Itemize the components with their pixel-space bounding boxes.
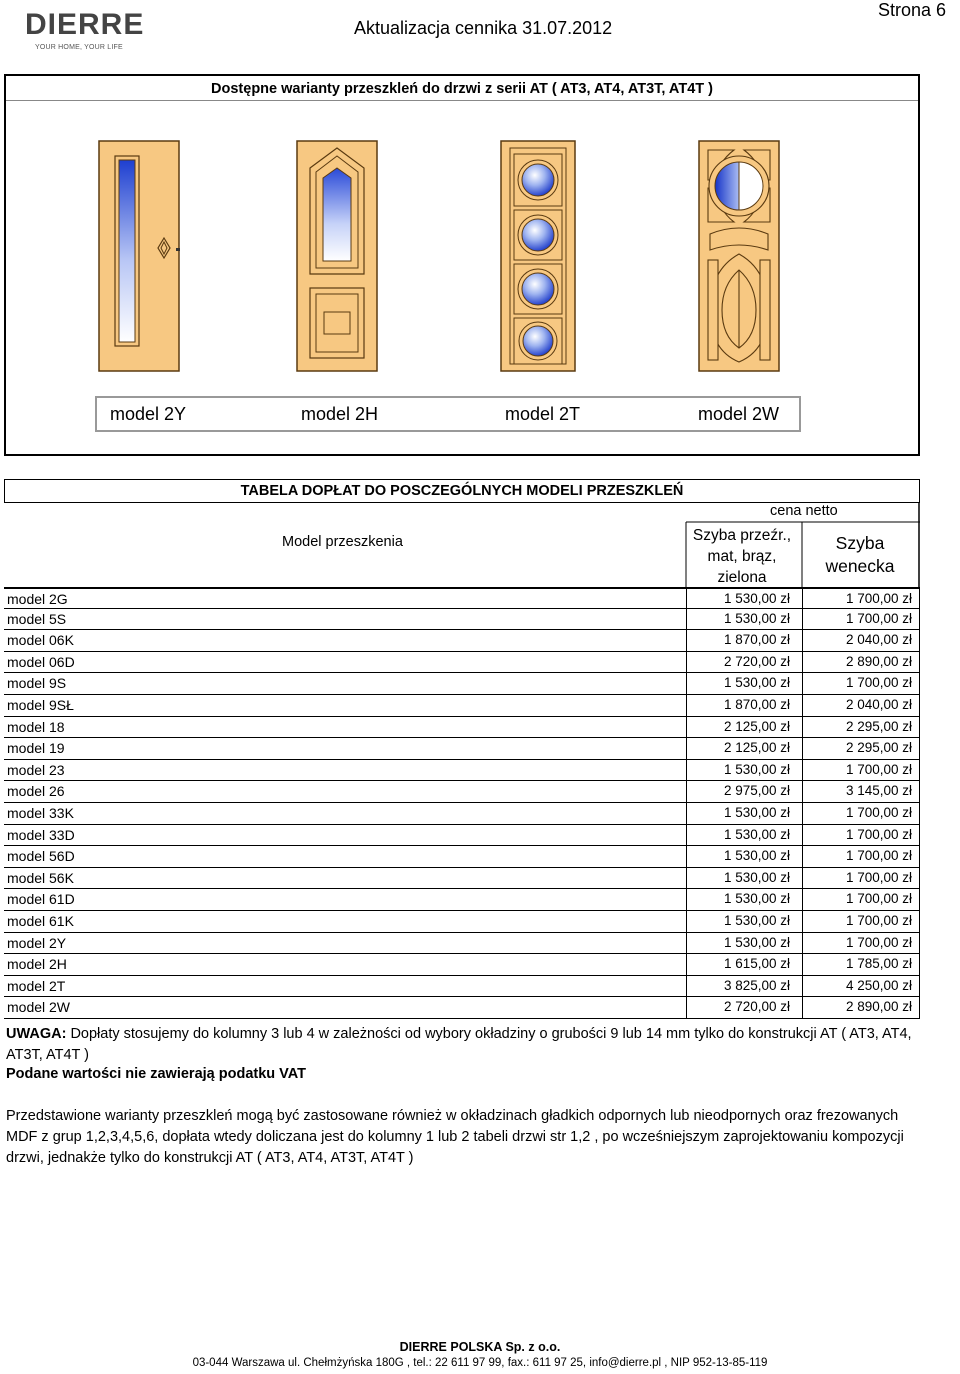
- cell-price-clear: 2 125,00 zł: [723, 740, 790, 756]
- cell-price-clear: 3 825,00 zł: [723, 977, 790, 993]
- column-divider: [802, 825, 803, 846]
- cell-model: model 61D: [7, 891, 75, 908]
- footer-company: DIERRE POLSKA Sp. z o.o.: [399, 1340, 561, 1354]
- table-row: [4, 846, 920, 868]
- column-divider: [686, 609, 687, 630]
- column-divider: [802, 609, 803, 630]
- column-divider: [802, 717, 803, 738]
- column-divider: [919, 911, 920, 932]
- column-header-model: Model przeszkenia: [282, 534, 403, 550]
- logo-word: DIERRE: [25, 8, 145, 41]
- column-divider: [919, 760, 920, 781]
- door-illustration-2t: [500, 140, 576, 372]
- cell-price-clear: 1 870,00 zł: [723, 632, 790, 648]
- column-divider: [686, 868, 687, 889]
- column-divider: [686, 889, 687, 910]
- table-row: [4, 673, 920, 695]
- column-divider: [686, 760, 687, 781]
- cell-model: model 2T: [7, 977, 66, 994]
- cell-model: model 61K: [7, 912, 74, 929]
- table-row: [4, 825, 920, 847]
- column-divider: [686, 717, 687, 738]
- column-divider: [919, 695, 920, 716]
- table-row: [4, 587, 920, 609]
- uwaga-note: [6, 1024, 916, 1066]
- column-divider: [919, 846, 920, 867]
- price-group-header: cena netto: [770, 503, 838, 519]
- column-divider: [686, 997, 687, 1018]
- column-divider: [802, 976, 803, 997]
- column-divider: [919, 781, 920, 802]
- column-divider: [686, 589, 687, 608]
- cell-price-clear: 1 530,00 zł: [723, 610, 790, 626]
- cell-price-venetian: 1 700,00 zł: [845, 675, 912, 691]
- door-illustration-2y: [98, 140, 180, 372]
- column-divider: [802, 846, 803, 867]
- uwaga-text: Dopłaty stosujemy do kolumny 3 lub 4 w zależności od wybory okładziny o grubości 9 lub 14 mm tylko do konstrukcji AT ( AT3, AT4, AT3T, AT4T ): [6, 1026, 912, 1063]
- cell-model: model 9S: [7, 675, 67, 692]
- model-captions: [95, 396, 801, 432]
- cell-model: model 33D: [7, 826, 75, 843]
- cell-price-clear: 1 530,00 zł: [723, 934, 790, 950]
- column-divider: [686, 803, 687, 824]
- cell-price-clear: 1 530,00 zł: [723, 891, 790, 907]
- table-row: [4, 738, 920, 760]
- column-divider: [686, 846, 687, 867]
- cell-model: model 18: [7, 718, 65, 735]
- cell-model: model 2G: [7, 591, 68, 607]
- cell-price-clear: 1 530,00 zł: [723, 848, 790, 864]
- uwaga-label: UWAGA:: [6, 1026, 67, 1042]
- column-divider: [802, 954, 803, 975]
- column-divider: [802, 868, 803, 889]
- column-divider: [686, 630, 687, 651]
- column-divider: [919, 889, 920, 910]
- column-divider: [802, 589, 803, 608]
- cell-price-venetian: 1 700,00 zł: [845, 912, 912, 928]
- column-divider: [919, 954, 920, 975]
- column-divider: [802, 933, 803, 954]
- table-title: TABELA DOPŁAT DO POSCZEGÓLNYCH MODELI PRZESZKLEŃ: [4, 479, 920, 503]
- cell-model: model 19: [7, 740, 65, 757]
- cell-price-venetian: 3 145,00 zł: [845, 783, 912, 799]
- column-divider: [802, 803, 803, 824]
- table-row: [4, 997, 920, 1019]
- cell-price-venetian: 2 040,00 zł: [845, 632, 912, 648]
- caption-model-2h: model 2H: [301, 404, 379, 424]
- column-divider: [686, 652, 687, 673]
- glazing-variants-panel: [4, 74, 920, 456]
- cell-price-venetian: 2 040,00 zł: [845, 696, 912, 712]
- cell-price-clear: 1 530,00 zł: [723, 591, 790, 606]
- cell-price-clear: 1 530,00 zł: [723, 761, 790, 777]
- caption-model-2w: model 2W: [698, 404, 780, 424]
- cell-price-venetian: 1 700,00 zł: [845, 848, 912, 864]
- table-row: [4, 868, 920, 890]
- column-divider: [919, 868, 920, 889]
- column-header-venetian-glass: Szyba wenecka: [825, 533, 895, 576]
- cell-model: model 2W: [7, 999, 71, 1016]
- cell-model: model 56D: [7, 848, 75, 865]
- page-number: Strona 6: [877, 0, 946, 20]
- door-illustration-2w: [698, 140, 780, 372]
- column-divider: [919, 589, 920, 608]
- table-row: [4, 695, 920, 717]
- cell-price-venetian: 2 295,00 zł: [845, 718, 912, 734]
- column-divider: [919, 652, 920, 673]
- cell-price-clear: 1 615,00 zł: [723, 956, 790, 972]
- column-divider: [686, 695, 687, 716]
- caption-model-2t: model 2T: [505, 404, 581, 424]
- cell-price-venetian: 1 700,00 zł: [845, 804, 912, 820]
- table-row: [4, 933, 920, 955]
- footer-address: 03-044 Warszawa ul. Chełmżyńska 180G , tel.: 22 611 97 99, fax.: 611 97 25, info@dierre.pl , NIP 952-13-85-119: [192, 1357, 768, 1369]
- cell-price-venetian: 2 890,00 zł: [845, 653, 912, 669]
- column-divider: [686, 911, 687, 932]
- column-divider: [686, 825, 687, 846]
- cell-price-venetian: 1 700,00 zł: [845, 891, 912, 907]
- cell-price-venetian: 4 250,00 zł: [845, 977, 912, 993]
- column-divider: [802, 652, 803, 673]
- column-divider: [686, 933, 687, 954]
- column-divider: [802, 695, 803, 716]
- dierre-logo: [25, 8, 145, 58]
- vat-note: Podane wartości nie zawierają podatku VAT: [6, 1066, 307, 1082]
- cell-price-venetian: 1 700,00 zł: [845, 610, 912, 626]
- cell-price-venetian: 1 700,00 zł: [845, 826, 912, 842]
- column-divider: [686, 976, 687, 997]
- column-divider: [919, 825, 920, 846]
- column-divider: [919, 997, 920, 1018]
- column-divider: [919, 673, 920, 694]
- table-row: [4, 976, 920, 998]
- cell-price-clear: 1 870,00 zł: [723, 696, 790, 712]
- column-divider: [802, 760, 803, 781]
- table-row: [4, 717, 920, 739]
- table-row: [4, 911, 920, 933]
- caption-model-2y: model 2Y: [110, 404, 187, 424]
- column-divider: [802, 889, 803, 910]
- cell-price-clear: 2 125,00 zł: [723, 718, 790, 734]
- column-divider: [919, 976, 920, 997]
- column-divider: [802, 630, 803, 651]
- column-divider: [802, 738, 803, 759]
- logo-tagline: YOUR HOME, YOUR LIFE: [35, 44, 123, 51]
- table-row: [4, 760, 920, 782]
- table-row: [4, 803, 920, 825]
- column-divider: [802, 673, 803, 694]
- cell-model: model 06K: [7, 632, 74, 649]
- column-divider: [686, 738, 687, 759]
- column-divider: [686, 781, 687, 802]
- info-paragraph: Przedstawione warianty przeszkleń mogą być zastosowane również w okładzinach gładkich odpornych lub nieodpornych oraz frezowanych MDF z grup 1,2,3,4,5,6, dopłata wtedy doliczana jest do kolumny 1 lub 2 tabeli drzwi str 1,2 , po wcześniejszym zaprojektowaniu kompozycji drzwi, jednakże tylko do konstrukcji AT ( AT3, AT4, AT3T, AT4T ): [6, 1108, 904, 1166]
- cell-price-clear: 1 530,00 zł: [723, 675, 790, 691]
- cell-price-venetian: 1 700,00 zł: [845, 869, 912, 885]
- cell-price-clear: 1 530,00 zł: [723, 804, 790, 820]
- cell-price-venetian: 1 700,00 zł: [845, 934, 912, 950]
- column-divider: [919, 738, 920, 759]
- column-divider: [919, 933, 920, 954]
- variants-title: Dostępne warianty przeszkleń do drzwi z serii AT ( AT3, AT4, AT3T, AT4T ): [6, 78, 918, 101]
- table-row: [4, 652, 920, 674]
- cell-model: model 2H: [7, 956, 67, 973]
- cell-model: model 23: [7, 761, 65, 778]
- cell-price-venetian: 1 700,00 zł: [845, 761, 912, 777]
- column-divider: [686, 673, 687, 694]
- cell-price-clear: 1 530,00 zł: [723, 869, 790, 885]
- column-divider: [919, 630, 920, 651]
- cell-model: model 9SŁ: [7, 696, 74, 713]
- door-illustration-2h: [296, 140, 378, 372]
- cell-price-venetian: 1 785,00 zł: [845, 956, 912, 972]
- cell-price-venetian: 2 890,00 zł: [845, 999, 912, 1015]
- cell-model: model 5S: [7, 610, 67, 627]
- table-row: [4, 609, 920, 631]
- column-divider: [919, 717, 920, 738]
- column-divider: [686, 954, 687, 975]
- table-row: [4, 954, 920, 976]
- column-divider: [919, 609, 920, 630]
- column-divider: [802, 911, 803, 932]
- cell-price-clear: 2 720,00 zł: [723, 653, 790, 669]
- cell-price-clear: 1 530,00 zł: [723, 826, 790, 842]
- cell-model: model 33K: [7, 804, 74, 821]
- cell-model: model 56K: [7, 869, 74, 886]
- document-title: Aktualizacja cennika 31.07.2012: [354, 18, 613, 38]
- cell-model: model 2Y: [7, 934, 67, 951]
- cell-price-venetian: 2 295,00 zł: [845, 740, 912, 756]
- cell-price-clear: 1 530,00 zł: [723, 912, 790, 928]
- cell-price-clear: 2 720,00 zł: [723, 999, 790, 1015]
- table-row: [4, 781, 920, 803]
- table-row: [4, 630, 920, 652]
- column-divider: [919, 803, 920, 824]
- price-table: [4, 587, 920, 1019]
- cell-price-clear: 2 975,00 zł: [723, 783, 790, 799]
- cell-model: model 06D: [7, 653, 75, 670]
- cell-model: model 26: [7, 783, 65, 800]
- table-row: [4, 889, 920, 911]
- cell-price-venetian: 1 700,00 zł: [845, 591, 912, 606]
- column-divider: [802, 997, 803, 1018]
- column-header-clear-glass: Szyba przeźr., mat, brąz, zielona: [692, 527, 792, 586]
- column-divider: [802, 781, 803, 802]
